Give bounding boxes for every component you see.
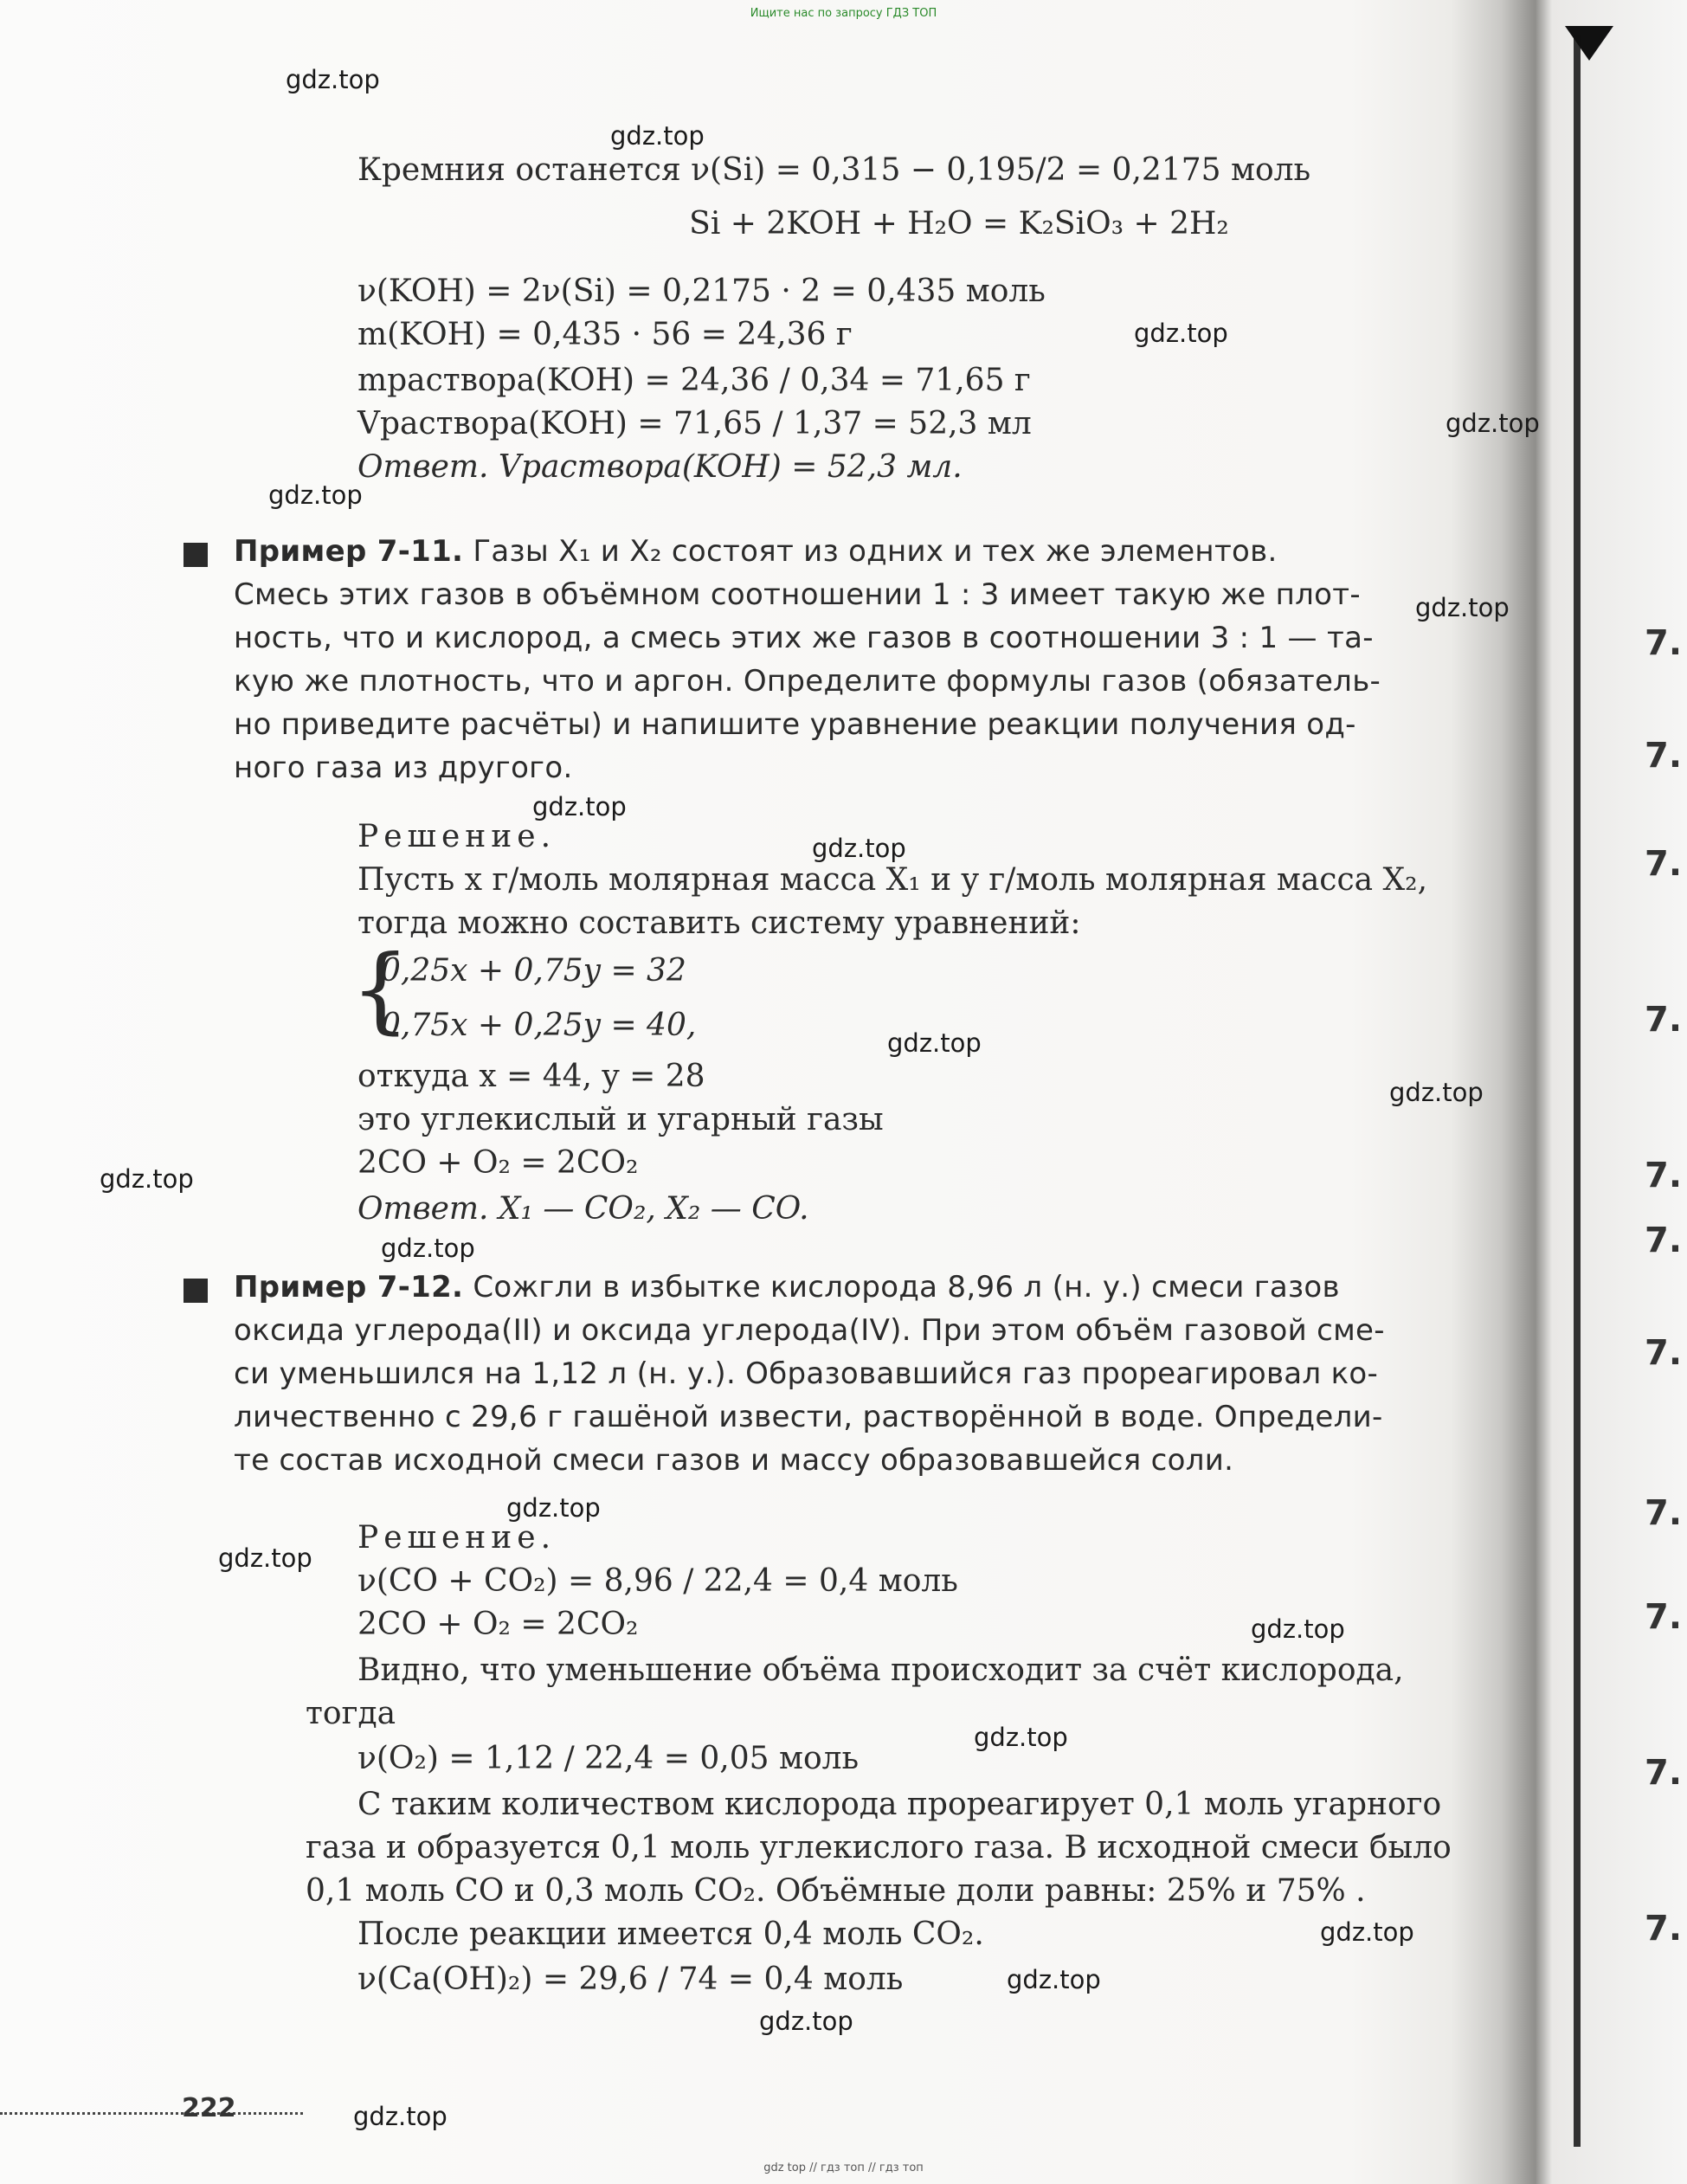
answer-line: Ответ. X₁ — CO₂, X₂ — CO. — [357, 1191, 809, 1227]
solution-line: 0,1 моль CO и 0,3 моль CO₂. Объёмные доли равны: 25% и 75% . — [306, 1873, 1366, 1909]
solution-label: Решение. — [357, 819, 557, 854]
example-heading-line — [234, 532, 1278, 570]
example-bullet — [184, 1279, 208, 1303]
system-equation: 0,25x + 0,75y = 32 — [381, 953, 686, 989]
watermark: gdz.top — [812, 834, 906, 863]
example-heading-line — [234, 1268, 1340, 1306]
solution-line: тогда можно составить систему уравнений: — [357, 905, 1081, 941]
solution-line: это углекислый и угарный газы — [357, 1102, 884, 1137]
edge-number: 7. — [1645, 623, 1683, 663]
example-title: Пример 7-11. — [234, 534, 464, 569]
example-text: ность, что и кислород, а смесь этих же газов в соотношении 3 : 1 — та- — [234, 621, 1374, 655]
watermark: gdz.top — [506, 1493, 601, 1523]
system-brace: { — [351, 936, 410, 1044]
equation: 2CO + O₂ = 2CO₂ — [357, 1145, 639, 1181]
footer-dotted-rule — [0, 2112, 303, 2115]
watermark: gdz.top — [218, 1543, 312, 1573]
example-text: ного газа из другого. — [234, 751, 573, 785]
book-spine — [1574, 35, 1581, 2147]
watermark: gdz.top — [759, 2007, 853, 2036]
example-text: но приведите расчёты) и напишите уравнение реакции получения од- — [234, 707, 1356, 742]
edge-number: 7. — [1645, 1221, 1683, 1260]
example-text: си уменьшился на 1,12 л (н. у.). Образовавшийся газ прореагировал ко- — [234, 1356, 1379, 1391]
edge-number: 7. — [1645, 844, 1683, 884]
example-title: Пример 7-12. — [234, 1270, 464, 1305]
bottom-banner: gdz top // гдз топ // гдз топ — [763, 2161, 924, 2174]
solution-line: С таким количеством кислорода прореагирует 0,1 моль угарного — [357, 1787, 1442, 1822]
edge-number: 7. — [1645, 1333, 1683, 1373]
solution-line: газа и образуется 0,1 моль углекислого газа. В исходной смеси было — [306, 1830, 1452, 1865]
watermark: gdz.top — [532, 792, 627, 821]
edge-number: 7. — [1645, 1156, 1683, 1195]
watermark: gdz.top — [1446, 409, 1540, 438]
page-number: 222 — [182, 2093, 236, 2123]
solution-line: Видно, что уменьшение объёма происходит за счёт кислорода, — [357, 1652, 1404, 1688]
solution-line: ν(O₂) = 1,12 / 22,4 = 0,05 моль — [357, 1741, 860, 1776]
edge-number: 7. — [1645, 1000, 1683, 1040]
edge-number: 7. — [1645, 1493, 1683, 1533]
answer-line: Ответ. Vраствора(KOH) = 52,3 мл. — [357, 449, 963, 485]
watermark: gdz.top — [353, 2102, 448, 2131]
bookmark-marker — [1565, 26, 1613, 61]
solution-label: Решение. — [357, 1520, 557, 1556]
text-line: m(KOH) = 0,435 · 56 = 24,36 г — [357, 317, 853, 352]
solution-line: После реакции имеется 0,4 моль CO₂. — [357, 1917, 984, 1952]
text-line: ν(KOH) = 2ν(Si) = 0,2175 · 2 = 0,435 моль — [357, 274, 1046, 309]
solution-line: тогда — [306, 1696, 396, 1731]
equation: Si + 2KOH + H₂O = K₂SiO₃ + 2H₂ — [689, 206, 1229, 242]
top-banner: Ищите нас по запросу ГДЗ ТОП — [750, 7, 937, 20]
watermark: gdz.top — [1389, 1078, 1484, 1107]
watermark: gdz.top — [887, 1028, 982, 1058]
system-equation: 0,75x + 0,25y = 40, — [381, 1008, 697, 1043]
edge-number: 7. — [1645, 1909, 1683, 1949]
example-text: те состав исходной смеси газов и массу образовавшейся соли. — [234, 1443, 1234, 1478]
text-line: Кремния останется ν(Si) = 0,315 − 0,195/2 = 0,2175 моль — [357, 152, 1311, 188]
example-text: оксида углерода(II) и оксида углерода(IV). При этом объём газовой сме- — [234, 1313, 1385, 1348]
watermark: gdz.top — [381, 1234, 475, 1263]
text-line: mраствора(KOH) = 24,36 / 0,34 = 71,65 г — [357, 363, 1031, 398]
watermark: gdz.top — [1415, 593, 1510, 622]
solution-line: ν(Ca(OH)₂) = 29,6 / 74 = 0,4 моль — [357, 1962, 904, 1997]
watermark: gdz.top — [974, 1723, 1068, 1752]
watermark: gdz.top — [286, 65, 380, 94]
example-text: Смесь этих газов в объёмном соотношении 1 : 3 имеет такую же плот- — [234, 577, 1361, 612]
example-bullet — [184, 543, 208, 567]
watermark: gdz.top — [610, 121, 705, 151]
solution-line: Пусть x г/моль молярная масса X₁ и y г/моль молярная масса X₂, — [357, 862, 1428, 898]
watermark: gdz.top — [1007, 1965, 1101, 1994]
example-text: Сожгли в избытке кислорода 8,96 л (н. у.) смеси газов — [473, 1270, 1340, 1305]
watermark: gdz.top — [1134, 319, 1228, 348]
watermark: gdz.top — [1251, 1614, 1345, 1644]
watermark: gdz.top — [1320, 1917, 1414, 1947]
solution-line: откуда x = 44, y = 28 — [357, 1059, 705, 1094]
example-text: личественно с 29,6 г гашёной извести, растворённой в воде. Определи- — [234, 1400, 1383, 1434]
example-text: Газы X₁ и X₂ состоят из одних и тех же элементов. — [473, 534, 1278, 569]
text-line: Vраствора(KOH) = 71,65 / 1,37 = 52,3 мл — [357, 406, 1032, 441]
edge-number: 7. — [1645, 1597, 1683, 1637]
watermark: gdz.top — [268, 480, 363, 510]
example-text: кую же плотность, что и аргон. Определите формулы газов (обязатель- — [234, 664, 1381, 699]
solution-line: ν(CO + CO₂) = 8,96 / 22,4 = 0,4 моль — [357, 1563, 958, 1599]
watermark: gdz.top — [100, 1164, 194, 1194]
edge-number: 7. — [1645, 736, 1683, 776]
edge-number: 7. — [1645, 1753, 1683, 1793]
equation: 2CO + O₂ = 2CO₂ — [357, 1607, 639, 1642]
